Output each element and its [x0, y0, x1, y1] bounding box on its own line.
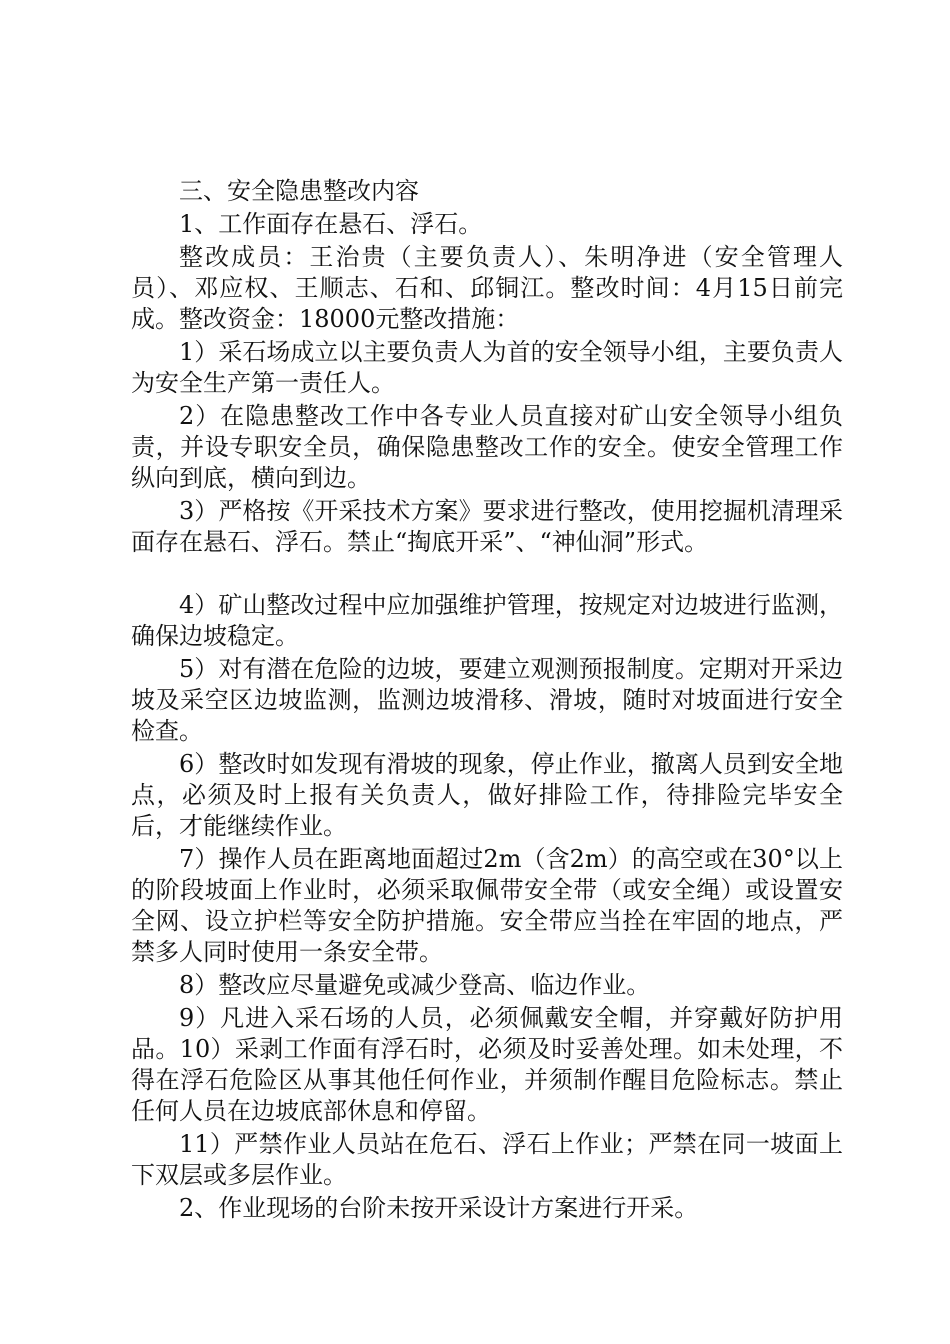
measure-4: 4）矿山整改过程中应加强维护管理，按规定对边坡进行监测，确保边坡稳定。 [131, 591, 843, 650]
measure-11: 11）严禁作业人员站在危石、浮石上作业；严禁在同一坡面上下双层或多层作业。 [131, 1130, 843, 1189]
measure-5: 5）对有潜在危险的边坡，要建立观测预报制度。定期对开采边坡及采空区边坡监测，监测边坡滑移、滑坡，随时对坡面进行安全检查。 [131, 655, 843, 745]
issue-item-2: 2、作业现场的台阶未按开采设计方案进行开采。 [179, 1194, 699, 1222]
issue-item-1: 1、工作面存在悬石、浮石。 [179, 210, 483, 238]
measure-9-10: 9）凡进入采石场的人员，必须佩戴安全帽，并穿戴好防护用品。10）采剥工作面有浮石时，必须及时妥善处理。如未处理，不得在浮石危险区从事其他任何作业，并须制作醒目危险标志。禁止任何人员在边坡底部休息和停留。 [131, 1004, 843, 1125]
paragraph-gap [131, 560, 843, 590]
measure-3: 3）严格按《开采技术方案》要求进行整改，使用挖掘机清理采面存在悬石、浮石。禁止“掏底开采”、“神仙洞”形式。 [131, 497, 843, 556]
document-body [131, 176, 843, 1226]
section-heading: 三、安全隐患整改内容 [179, 177, 419, 205]
measure-1: 1）采石场成立以主要负责人为首的安全领导小组，主要负责人为安全生产第一责任人。 [131, 338, 843, 397]
rectification-info: 整改成员：王治贵（主要负责人）、朱明净进（安全管理人员）、邓应权、王顺志、石和、邱铜江。整改时间：4月15日前完成。整改资金：18000元整改措施： [131, 243, 843, 333]
measure-7: 7）操作人员在距离地面超过2m（含2m）的高空或在30°以上的阶段坡面上作业时，必须采取佩带安全带（或安全绳）或设置安全网、设立护栏等安全防护措施。安全带应当拴在牢固的地点，严禁多人同时使用一条安全带。 [131, 845, 843, 966]
measure-6: 6）整改时如发现有滑坡的现象，停止作业，撤离人员到安全地点，必须及时上报有关负责人，做好排险工作，待排险完毕安全后，才能继续作业。 [131, 750, 843, 840]
measure-2: 2）在隐患整改工作中各专业人员直接对矿山安全领导小组负责，并设专职安全员，确保隐患整改工作的安全。使安全管理工作纵向到底，横向到边。 [131, 402, 843, 492]
measure-8: 8）整改应尽量避免或减少登高、临边作业。 [179, 971, 651, 999]
